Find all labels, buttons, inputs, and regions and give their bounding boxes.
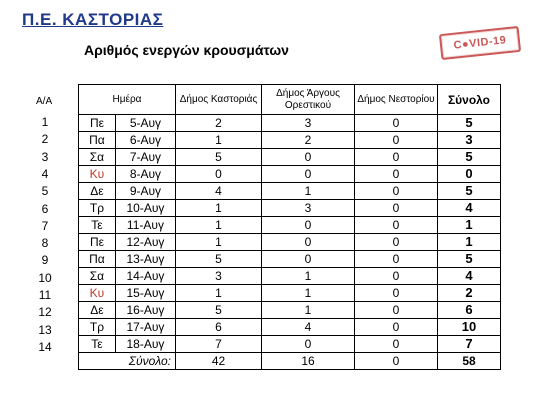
day-cell: Τρ — [79, 200, 116, 217]
argos-cell: 0 — [262, 251, 355, 268]
date-cell: 12-Αυγ — [115, 234, 175, 251]
date-cell: 18-Αυγ — [115, 336, 175, 353]
col-header-kastoria: Δήμος Καστοριάς — [176, 85, 262, 115]
kastoria-cell: 3 — [176, 268, 262, 285]
total-cell: 1 — [438, 234, 501, 251]
table-row — [79, 234, 501, 251]
index-header: Α/Α — [36, 96, 53, 107]
table-row — [79, 183, 501, 200]
day-cell: Κυ — [79, 166, 116, 183]
covid-stamp-logo: C●VID-19 — [439, 26, 521, 60]
sum-total: 58 — [438, 353, 501, 370]
nestorio-cell: 0 — [355, 319, 438, 336]
argos-cell: 1 — [262, 302, 355, 319]
nestorio-cell: 0 — [355, 302, 438, 319]
total-cell: 6 — [438, 302, 501, 319]
row-index: 4 — [41, 166, 49, 181]
row-index: 3 — [41, 149, 49, 164]
total-cell: 10 — [438, 319, 501, 336]
nestorio-cell: 0 — [355, 217, 438, 234]
sum-nestorio: 0 — [355, 353, 438, 370]
day-cell: Πε — [79, 115, 116, 132]
date-cell: 14-Αυγ — [115, 268, 175, 285]
kastoria-cell: 6 — [176, 319, 262, 336]
total-cell: 1 — [438, 217, 501, 234]
kastoria-cell: 4 — [176, 183, 262, 200]
sum-row — [79, 353, 501, 370]
kastoria-cell: 5 — [176, 302, 262, 319]
date-cell: 9-Αυγ — [115, 183, 175, 200]
date-cell: 7-Αυγ — [115, 149, 175, 166]
argos-cell: 2 — [262, 132, 355, 149]
argos-cell: 0 — [262, 336, 355, 353]
nestorio-cell: 0 — [355, 132, 438, 149]
total-cell: 5 — [438, 251, 501, 268]
nestorio-cell: 0 — [355, 149, 438, 166]
kastoria-cell: 5 — [176, 251, 262, 268]
table-row — [79, 251, 501, 268]
kastoria-cell: 0 — [176, 166, 262, 183]
kastoria-cell: 2 — [176, 115, 262, 132]
sum-label: Σύνολο: — [79, 353, 176, 370]
nestorio-cell: 0 — [355, 251, 438, 268]
row-index: 5 — [41, 184, 49, 199]
row-index: 8 — [41, 236, 49, 251]
table-row — [79, 132, 501, 149]
nestorio-cell: 0 — [355, 285, 438, 302]
day-cell: Κυ — [79, 285, 116, 302]
kastoria-cell: 5 — [176, 149, 262, 166]
date-cell: 13-Αυγ — [115, 251, 175, 268]
nestorio-cell: 0 — [355, 115, 438, 132]
kastoria-cell: 1 — [176, 234, 262, 251]
argos-cell: 1 — [262, 268, 355, 285]
argos-cell: 0 — [262, 149, 355, 166]
nestorio-cell: 0 — [355, 200, 438, 217]
page-title: Π.Ε. ΚΑΣΤΟΡΙΑΣ — [22, 10, 164, 29]
argos-cell: 1 — [262, 285, 355, 302]
row-index: 2 — [41, 132, 49, 147]
nestorio-cell: 0 — [355, 336, 438, 353]
kastoria-cell: 7 — [176, 336, 262, 353]
table-subtitle: Αριθμός ενεργών κρουσμάτων — [84, 42, 289, 58]
argos-cell: 0 — [262, 166, 355, 183]
day-cell: Πε — [79, 234, 116, 251]
day-cell: Πα — [79, 251, 116, 268]
total-cell: 4 — [438, 268, 501, 285]
cases-table — [78, 84, 501, 370]
argos-cell: 1 — [262, 183, 355, 200]
date-cell: 15-Αυγ — [115, 285, 175, 302]
row-index: 1 — [41, 115, 49, 129]
table-row — [79, 200, 501, 217]
table-row — [79, 149, 501, 166]
nestorio-cell: 0 — [355, 234, 438, 251]
total-cell: 3 — [438, 132, 501, 149]
table-row — [79, 285, 501, 302]
day-cell: Δε — [79, 183, 116, 200]
total-cell: 5 — [438, 149, 501, 166]
date-cell: 8-Αυγ — [115, 166, 175, 183]
table-row — [79, 268, 501, 285]
table-row — [79, 302, 501, 319]
day-cell: Πα — [79, 132, 116, 149]
date-cell: 5-Αυγ — [115, 115, 175, 132]
total-cell: 5 — [438, 115, 501, 132]
table-row — [79, 166, 501, 183]
date-cell: 10-Αυγ — [115, 200, 175, 217]
kastoria-cell: 1 — [176, 217, 262, 234]
table-row — [79, 319, 501, 336]
sum-kastoria: 42 — [176, 353, 262, 370]
date-cell: 17-Αυγ — [115, 319, 175, 336]
row-index: 10 — [38, 270, 52, 285]
day-cell: Τρ — [79, 319, 116, 336]
col-header-total: Σύνολο — [438, 85, 501, 115]
total-cell: 0 — [438, 166, 501, 183]
row-index: 13 — [38, 322, 52, 337]
col-header-argos: Δήμος Άργους Ορεστικού — [262, 85, 355, 115]
day-cell: Τε — [79, 217, 116, 234]
total-cell: 5 — [438, 183, 501, 200]
argos-cell: 3 — [262, 200, 355, 217]
date-cell: 11-Αυγ — [115, 217, 175, 234]
kastoria-cell: 1 — [176, 132, 262, 149]
nestorio-cell: 0 — [355, 268, 438, 285]
argos-cell: 0 — [262, 234, 355, 251]
table-body — [79, 115, 501, 370]
argos-cell: 4 — [262, 319, 355, 336]
table-row — [79, 217, 501, 234]
row-index: 11 — [38, 288, 52, 302]
table-row — [79, 115, 501, 132]
row-index: 6 — [41, 201, 49, 216]
col-header-nestorio: Δήμος Νεστορίου — [355, 85, 438, 115]
total-cell: 4 — [438, 200, 501, 217]
kastoria-cell: 1 — [176, 200, 262, 217]
argos-cell: 0 — [262, 217, 355, 234]
argos-cell: 3 — [262, 115, 355, 132]
table-row — [79, 336, 501, 353]
date-cell: 6-Αυγ — [115, 132, 175, 149]
row-index: 9 — [41, 253, 49, 268]
total-cell: 2 — [438, 285, 501, 302]
nestorio-cell: 0 — [355, 166, 438, 183]
day-cell: Δε — [79, 302, 116, 319]
sum-argos: 16 — [262, 353, 355, 370]
col-header-day: Ημέρα — [79, 85, 176, 115]
table-header-row — [79, 85, 501, 115]
row-index: 7 — [41, 218, 49, 233]
nestorio-cell: 0 — [355, 183, 438, 200]
row-index: 12 — [38, 305, 52, 320]
total-cell: 7 — [438, 336, 501, 353]
day-cell: Τε — [79, 336, 116, 353]
kastoria-cell: 1 — [176, 285, 262, 302]
date-cell: 16-Αυγ — [115, 302, 175, 319]
day-cell: Σα — [79, 268, 116, 285]
row-index: 14 — [38, 339, 52, 354]
day-cell: Σα — [79, 149, 116, 166]
